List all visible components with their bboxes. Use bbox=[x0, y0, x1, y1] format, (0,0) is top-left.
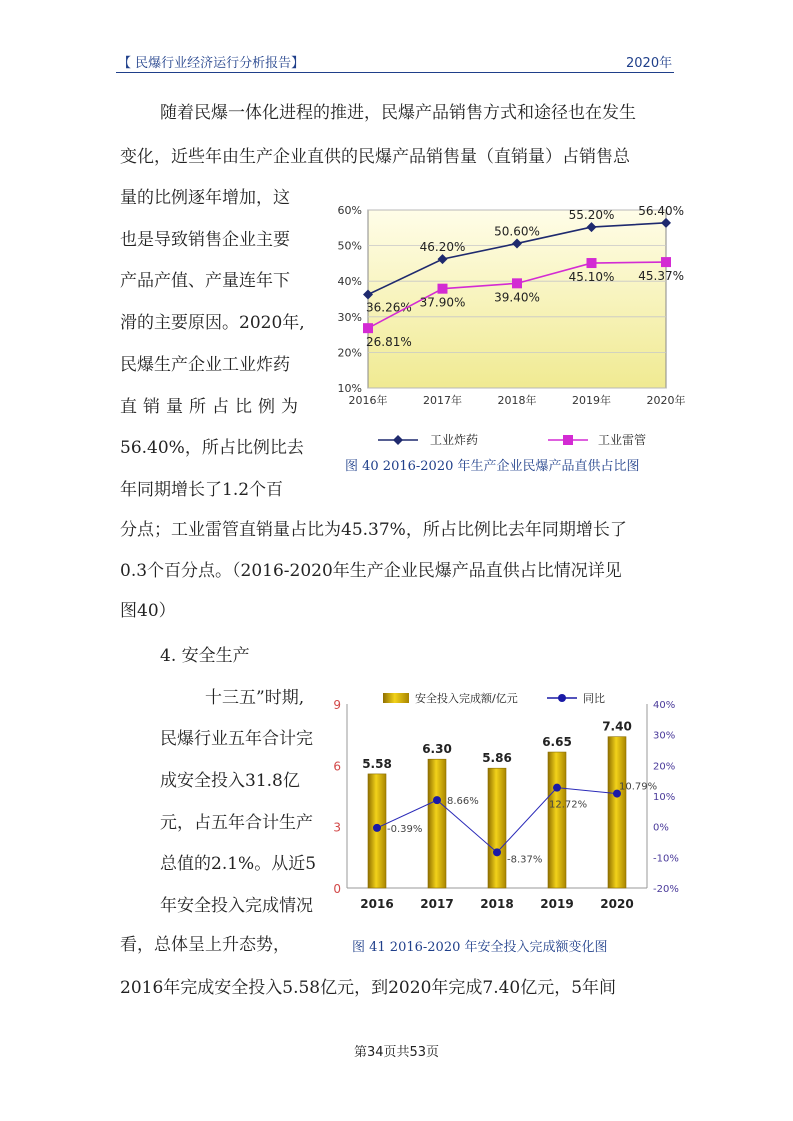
right-tick-label: 10% bbox=[653, 792, 676, 803]
data-label: 37.90% bbox=[419, 295, 466, 310]
left-tick-label: 0 bbox=[333, 882, 341, 896]
yoy-point bbox=[433, 796, 441, 804]
x-tick-label: 2020 bbox=[600, 897, 634, 911]
paragraph-line: 十三五”时期, bbox=[205, 688, 305, 708]
paragraph-line: 年同期增长了1.2个百 bbox=[120, 480, 284, 500]
report-header-year: 2020年 bbox=[626, 56, 673, 71]
data-point bbox=[661, 257, 671, 267]
data-point bbox=[438, 284, 448, 294]
paragraph-line: 量的比例逐年增加，这 bbox=[120, 188, 290, 208]
yoy-label: -8.37% bbox=[507, 854, 543, 866]
paragraph-line: 元，占五年合计生产 bbox=[160, 813, 313, 833]
data-label: 36.26% bbox=[366, 300, 412, 315]
left-tick-label: 3 bbox=[333, 820, 341, 835]
legend-label: 同比 bbox=[583, 692, 605, 705]
yoy-label: -0.39% bbox=[387, 823, 423, 835]
header-divider bbox=[116, 72, 674, 73]
figure-41-bar-line-chart bbox=[325, 688, 685, 928]
figure-40-line-chart bbox=[330, 200, 690, 460]
x-tick-label: 2017年 bbox=[423, 394, 462, 407]
paragraph-line: 产品产值、产量连年下 bbox=[120, 271, 290, 291]
paragraph-line: 看，总体呈上升态势， bbox=[120, 935, 290, 955]
y-tick-label: 60% bbox=[337, 204, 362, 217]
paragraph-line: 随着民爆一体化进程的推进，民爆产品销售方式和途径也在发生 bbox=[160, 103, 636, 123]
y-tick-label: 40% bbox=[337, 275, 362, 289]
paragraph-line: 变化，近些年由生产企业直供的民爆产品销售量（直销量）占销售总 bbox=[120, 147, 630, 167]
data-point bbox=[512, 278, 522, 288]
data-label: 56.40% bbox=[638, 203, 684, 218]
bar-value-label: 6.65 bbox=[542, 735, 572, 750]
right-tick-label: -20% bbox=[653, 884, 679, 895]
yoy-label: 8.66% bbox=[447, 796, 479, 808]
data-label: 46.20% bbox=[419, 240, 466, 255]
yoy-point bbox=[373, 824, 381, 832]
yoy-point bbox=[493, 848, 501, 856]
paragraph-line: 分点；工业雷管直销量占比为45.37%，所占比例比去年同期增长了 bbox=[120, 520, 627, 540]
page-footer: 第34页共53页 bbox=[353, 1045, 440, 1060]
yoy-label: 12.72% bbox=[549, 799, 588, 811]
left-tick-label: 9 bbox=[333, 698, 341, 712]
x-tick-label: 2016 bbox=[360, 897, 394, 911]
data-label: 55.20% bbox=[568, 208, 615, 223]
right-tick-label: 40% bbox=[653, 700, 676, 711]
legend-label: 安全投入完成额/亿元 bbox=[415, 692, 518, 705]
legend-label: 工业雷管 bbox=[598, 433, 647, 447]
legend-marker bbox=[393, 435, 403, 445]
legend-marker bbox=[558, 694, 566, 702]
legend-label: 工业炸药 bbox=[430, 433, 479, 447]
left-tick-label: 6 bbox=[333, 759, 341, 774]
data-label: 26.81% bbox=[366, 335, 412, 350]
yoy-point bbox=[553, 784, 561, 792]
section-title: 4. 安全生产 bbox=[160, 646, 250, 666]
x-tick-label: 2019 bbox=[540, 897, 574, 911]
y-tick-label: 30% bbox=[337, 310, 362, 324]
legend-marker bbox=[383, 693, 409, 703]
paragraph-line: 直销量所占比例为 bbox=[120, 397, 304, 417]
bar bbox=[608, 737, 626, 888]
bar bbox=[548, 752, 566, 888]
paragraph-line: 民爆行业五年合计完 bbox=[160, 729, 313, 749]
x-tick-label: 2018 bbox=[480, 897, 514, 911]
bar-value-label: 5.86 bbox=[482, 751, 512, 766]
paragraph-line: 年安全投入完成情况 bbox=[160, 896, 313, 916]
figure-40-caption: 图 40 2016-2020 年生产企业民爆产品直供占比图 bbox=[345, 459, 640, 474]
bar-value-label: 7.40 bbox=[602, 719, 632, 734]
right-tick-label: 0% bbox=[653, 822, 669, 834]
data-point bbox=[587, 258, 597, 268]
report-header-title: 【 民爆行业经济运行分析报告】 bbox=[118, 56, 305, 71]
data-label: 39.40% bbox=[494, 290, 540, 305]
paragraph-line: 成安全投入31.8亿 bbox=[160, 771, 300, 791]
bar-value-label: 6.30 bbox=[422, 742, 452, 757]
right-tick-label: -10% bbox=[653, 853, 679, 865]
y-tick-label: 20% bbox=[337, 346, 362, 360]
right-tick-label: 30% bbox=[653, 730, 676, 742]
data-label: 50.60% bbox=[494, 224, 540, 239]
y-tick-label: 50% bbox=[337, 239, 362, 253]
paragraph-line: 总值的2.1%。从近5 bbox=[160, 854, 317, 874]
x-tick-label: 2019年 bbox=[572, 394, 611, 407]
data-label: 45.37% bbox=[638, 269, 684, 284]
paragraph-line: 滑的主要原因。2020年, bbox=[120, 313, 305, 333]
paragraph-line: 0.3个百分点。（2016-2020年生产企业民爆产品直供占比情况详见 bbox=[120, 561, 622, 581]
paragraph-line: 56.40%，所占比例比去 bbox=[120, 438, 304, 458]
x-tick-label: 2016年 bbox=[348, 394, 388, 407]
x-tick-label: 2020年 bbox=[646, 394, 686, 407]
data-label: 45.10% bbox=[568, 270, 615, 285]
bar bbox=[488, 768, 506, 888]
paragraph-line: 也是导致销售企业主要 bbox=[120, 230, 290, 250]
paragraph-line: 民爆生产企业工业炸药 bbox=[120, 355, 290, 375]
paragraph-line: 2016年完成安全投入5.58亿元，到2020年完成7.40亿元，5年间 bbox=[120, 978, 617, 998]
right-tick-label: 20% bbox=[653, 761, 676, 773]
data-point bbox=[363, 323, 373, 333]
yoy-label: 10.79% bbox=[619, 781, 658, 793]
bar bbox=[428, 759, 446, 888]
figure-41-caption: 图 41 2016-2020 年安全投入完成额变化图 bbox=[352, 940, 608, 955]
y-tick-label: 10% bbox=[337, 382, 362, 395]
x-tick-label: 2017 bbox=[420, 897, 454, 911]
paragraph-line: 图40） bbox=[120, 601, 176, 621]
x-tick-label: 2018年 bbox=[497, 394, 537, 407]
legend-marker bbox=[563, 435, 573, 445]
bar-value-label: 5.58 bbox=[362, 756, 392, 771]
